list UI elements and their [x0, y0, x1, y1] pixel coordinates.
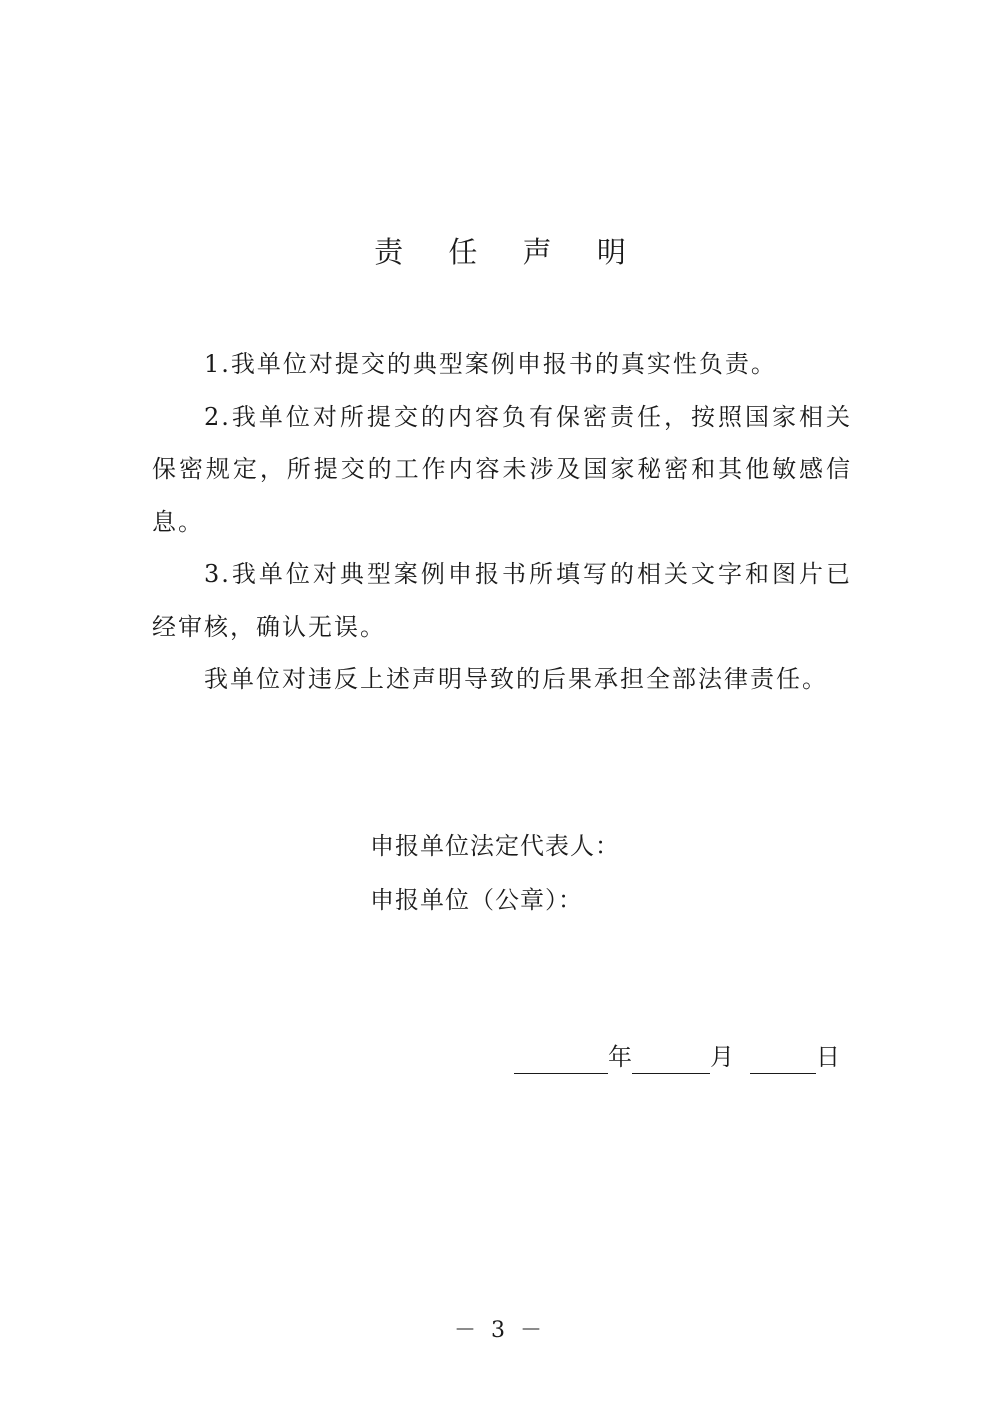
day-label: 日 [816, 1043, 840, 1071]
declaration-paragraph-2: 2.我单位对所提交的内容负有保密责任，按照国家相关保密规定，所提交的工作内容未涉及国家秘密和其他敏感信息。 [152, 402, 852, 536]
declaration-paragraph-4: 我单位对违反上述声明导致的后果承担全部法律责任。 [204, 665, 828, 693]
year-label: 年 [608, 1043, 632, 1071]
year-blank[interactable] [514, 1045, 608, 1074]
legal-representative-label: 申报单位法定代表人： [370, 832, 620, 860]
declaration-body [152, 338, 852, 706]
month-blank[interactable] [632, 1045, 710, 1074]
document-title: 责 任 声 明 [374, 235, 644, 269]
page-number: － 3 － [454, 1318, 546, 1343]
month-label: 月 [710, 1043, 734, 1071]
date-line [514, 1040, 840, 1074]
declaration-paragraph-3: 3.我单位对典型案例申报书所填写的相关文字和图片已经审核，确认无误。 [152, 560, 852, 641]
day-blank[interactable] [750, 1045, 816, 1074]
declaration-paragraph-1: 1.我单位对提交的典型案例申报书的真实性负责。 [204, 350, 777, 378]
unit-seal-label: 申报单位（公章）： [370, 886, 583, 914]
